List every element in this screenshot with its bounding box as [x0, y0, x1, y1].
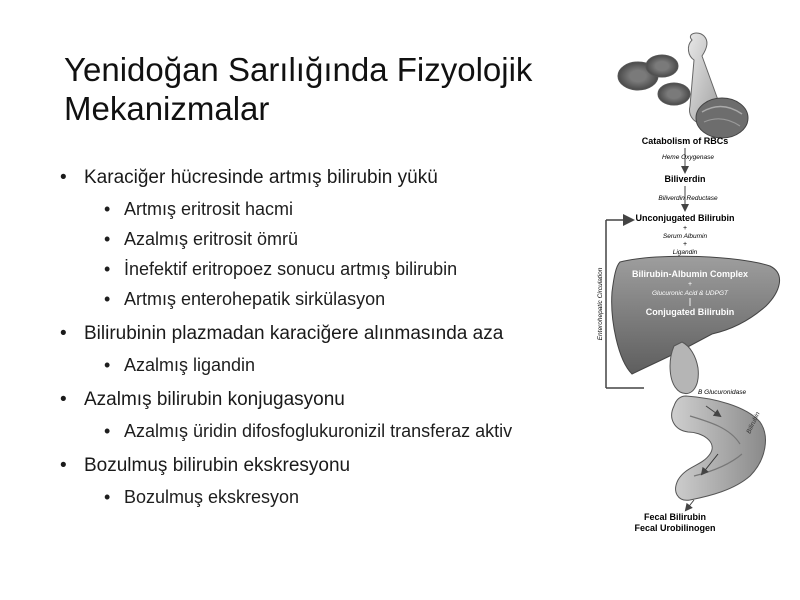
unconjugated-bilirubin-label: Unconjugated Bilirubin	[635, 213, 735, 223]
conjugated-bilirubin-label: Conjugated Bilirubin	[645, 307, 735, 317]
heme-oxygenase-label: Heme Oxygenase	[661, 154, 715, 161]
fecal-bilirubin-label: Fecal Bilirubin	[643, 512, 707, 522]
catabolism-label: Catabolism of RBCs	[641, 136, 729, 146]
glucuronic-label: Glucuronic Acid & UDPGT	[652, 290, 728, 297]
sub-bullet-1-4: • Artmış enterohepatik sirkülasyon	[60, 288, 620, 310]
intestine-icon	[672, 396, 766, 500]
plus-sign-1: +	[682, 225, 688, 232]
red-blood-cells-icon	[618, 55, 690, 105]
fecal-urobilinogen-label: Fecal Urobilinogen	[634, 523, 716, 533]
bullet-list	[60, 160, 620, 508]
sub-bullet-1-2: • Azalmış eritrosit ömrü	[60, 228, 620, 250]
bullet-1: • Karaciğer hücresinde artmış bilirubin yükü	[60, 166, 620, 190]
gallbladder-icon	[670, 342, 698, 394]
sub-bullet-3-1: • Azalmış üridin difosfoglukuronizil transferaz aktiv	[60, 420, 620, 442]
biliverdin-label: Biliverdin	[664, 174, 706, 184]
title-line-1: Yenidoğan Sarılığında Fizyolojik	[64, 51, 533, 88]
sub-bullet-1-1: • Artmış eritrosit hacmi	[60, 198, 620, 220]
plus-sign-2: +	[682, 241, 688, 248]
glucuronidase-label: B Glucuronidase	[698, 389, 747, 396]
ligandin-label: Ligandin	[672, 249, 698, 256]
bullet-2: • Bilirubinin plazmadan karaciğere alınmasında aza	[60, 322, 620, 346]
bullet-3: • Azalmış bilirubin konjugasyonu	[60, 388, 620, 412]
bone-marrow-icon	[688, 33, 748, 138]
bilirubin-metabolism-diagram	[590, 30, 800, 540]
serum-albumin-label: Serum Albumin	[662, 233, 708, 240]
bullet-4: • Bozulmuş bilirubin ekskresyonu	[60, 454, 620, 478]
sub-bullet-4-1: • Bozulmuş ekskresyon	[60, 486, 620, 508]
biliverdin-reductase-label: Biliverdin Reductase	[658, 195, 718, 202]
enterohepatic-label: Enterohepatic Circulation	[597, 267, 604, 341]
sub-bullet-1-3: • İnefektif eritropoez sonucu artmış bilirubin	[60, 258, 620, 280]
sub-bullet-2-1: • Azalmış ligandin	[60, 354, 620, 376]
bilirubin-italic-label: Bilirubin	[745, 410, 762, 435]
title-line-2: Mekanizmalar	[64, 90, 270, 127]
complex-label: Bilirubin-Albumin Complex	[632, 269, 748, 279]
plus-sign-3: +	[687, 281, 693, 288]
